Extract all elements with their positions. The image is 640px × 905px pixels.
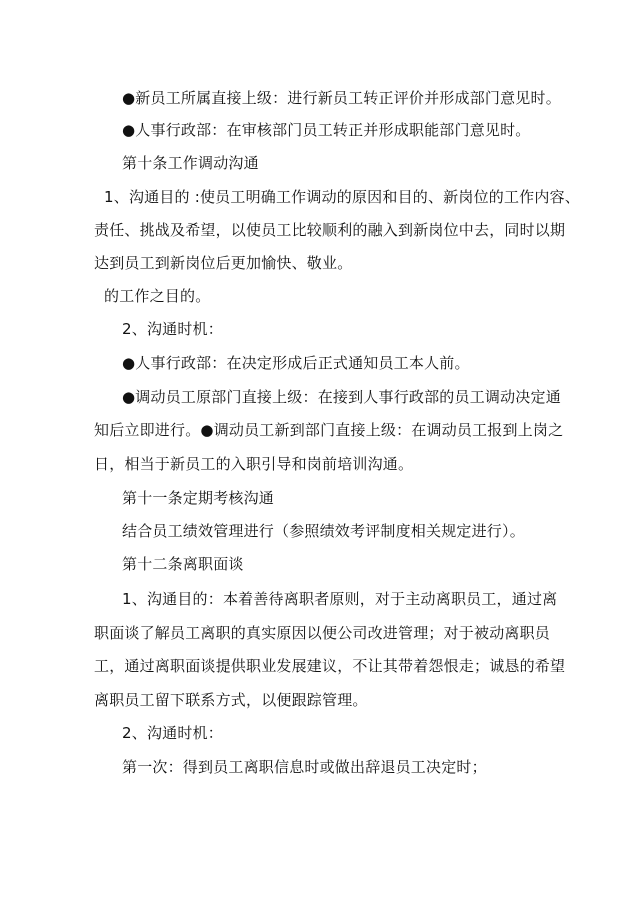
paragraph-line: 离职员工留下联系方式，以便跟踪管理。 [94, 691, 368, 709]
section-heading: 第十条工作调动沟通 [122, 154, 259, 172]
paragraph-line: 1、沟通目的：本着善待离职者原则，对于主动离职员工，通过离 [122, 590, 558, 608]
section-heading: 第十二条离职面谈 [122, 555, 244, 573]
paragraph-line: 达到员工到新岗位后更加愉快、敬业。 [94, 254, 353, 272]
paragraph-line: 2、沟通时机： [122, 320, 223, 338]
paragraph-line: 结合员工绩效管理进行（参照绩效考评制度相关规定进行）。 [122, 522, 525, 540]
section-heading: 第十一条定期考核沟通 [122, 489, 275, 507]
paragraph-line: 工，通过离职面谈提供职业发展建议，不让其带着怨恨走；诚恳的希望 [94, 657, 566, 675]
paragraph-line: 的工作之目的。 [104, 287, 211, 305]
paragraph-line: ●调动员工原部门直接上级：在接到人事行政部的员工调动决定通 [122, 388, 561, 406]
paragraph-line: 日，相当于新员工的入职引导和岗前培训沟通。 [94, 455, 414, 473]
paragraph-line: ●人事行政部：在决定形成后正式通知员工本人前。 [122, 354, 470, 372]
paragraph-line: 1、沟通目的 :使员工明确工作调动的原因和目的、新岗位的工作内容、 [104, 188, 580, 206]
paragraph-line: 第一次：得到员工离职信息时或做出辞退员工决定时； [122, 758, 487, 776]
paragraph-line: 2、沟通时机： [122, 724, 223, 742]
paragraph-line: 责任、挑战及希望，以使员工比较顺利的融入到新岗位中去，同时以期 [94, 221, 566, 239]
paragraph-line: 知后立即进行。●调动员工新到部门直接上级：在调动员工报到上岗之 [94, 421, 564, 439]
paragraph-line: ●新员工所属直接上级：进行新员工转正评价并形成部门意见时。 [122, 89, 561, 107]
paragraph-line: 职面谈了解员工离职的真实原因以便公司改进管理；对于被动离职员 [94, 624, 551, 642]
paragraph-line: ●人事行政部：在审核部门员工转正并形成职能部门意见时。 [122, 121, 531, 139]
